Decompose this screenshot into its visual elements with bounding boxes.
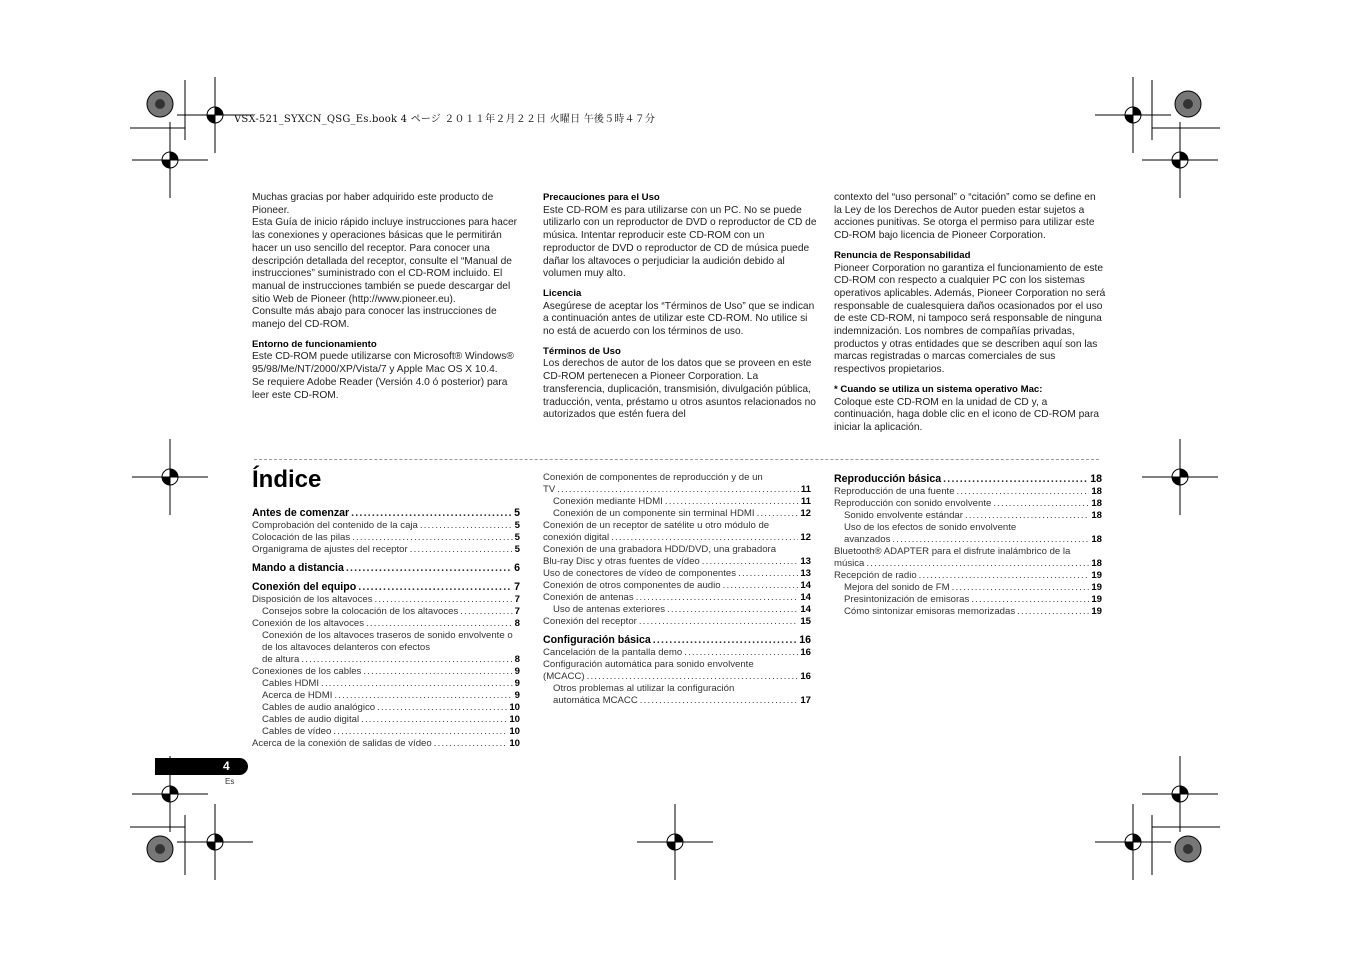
dot-leader (919, 570, 1090, 582)
toc-page-number: 12 (800, 532, 811, 543)
toc-entry-text: (MCACC) (543, 671, 585, 682)
dot-leader (352, 532, 513, 544)
toc-entry (543, 592, 811, 604)
toc-page-number: 7 (514, 594, 520, 605)
toc-entry (543, 671, 811, 683)
toc-page-number: 19 (1091, 570, 1102, 581)
toc-entry (543, 484, 811, 496)
toc-entry-text: Configuración automática para sonido envolvente (543, 659, 754, 670)
toc-page-number: 10 (509, 702, 520, 713)
print-file-header: VSX-521_SYXCN_QSG_Es.book 4 ページ ２０１１年２月２２日 火曜日 午後５時４７分 (234, 114, 656, 125)
dot-leader (943, 473, 1088, 486)
toc-entry (543, 616, 811, 628)
toc-entry (252, 702, 520, 714)
page-number: 4 (223, 759, 230, 773)
dot-leader (702, 556, 799, 568)
toc-entry (252, 678, 520, 690)
toc-heading (543, 634, 811, 647)
toc-page-number: 19 (1091, 582, 1102, 593)
toc-entry-text: Cables de audio digital (262, 714, 360, 725)
dot-leader (361, 714, 507, 726)
toc-page-number: 11 (800, 496, 811, 507)
toc-page-number: 10 (509, 726, 520, 737)
toc-entry (252, 714, 520, 726)
toc-entry (252, 532, 520, 544)
dot-leader (377, 702, 507, 714)
intro-paragraph: contexto del “uso personal” o “citación” como se define en la Ley de los Derechos de Autor pueden estar sujetos a acciones punitivas. Se otorga el permiso para utilizar este CD-ROM bajo licencia de Pioneer Corporation. (834, 192, 1096, 242)
toc-entry-text: Conexión de un componente sin terminal HDMI (553, 508, 755, 519)
dot-leader (738, 568, 798, 580)
dot-leader (757, 508, 799, 520)
toc-entry-text: Uso de antenas exteriores (553, 604, 665, 615)
toc-entry (252, 738, 520, 750)
toc-entry (252, 690, 520, 702)
toc-entry (252, 606, 520, 618)
toc-entry (834, 594, 1102, 606)
dot-leader (723, 580, 799, 592)
toc-entry-text: Uso de conectores de vídeo de componentes (543, 568, 737, 579)
toc-page-number: 18 (1091, 510, 1102, 521)
dot-leader (366, 618, 513, 630)
toc-page-number: 5 (514, 507, 520, 519)
toc-page-number: 16 (800, 647, 811, 658)
toc-entry-text: Conexión del receptor (543, 616, 637, 627)
toc-column-2 (543, 472, 811, 707)
toc-page-number: 13 (800, 556, 811, 567)
dot-leader (333, 726, 507, 738)
section-heading: Precauciones para el Uso (543, 192, 660, 203)
toc-entry (252, 726, 520, 738)
intro-column-3 (834, 192, 1106, 435)
dot-leader (971, 594, 1089, 606)
intro-paragraph: Esta Guía de inicio rápido incluye instrucciones para hacer las conexiones y operaciones básicas que le permitirán hacer un uso sencillo del receptor. Para conocer una descripción detallada del receptor, consulte el “Manual de instrucciones” suministrado con el CD-ROM incluido. El manual de instrucciones también se puede descargar del sitio Web de Pioneer (http://www.pioneer.eu). (252, 217, 518, 305)
toc-entry (834, 558, 1102, 570)
toc-entry-text: Mando a distancia (252, 562, 344, 574)
toc-column-3 (834, 473, 1102, 618)
toc-page-number: 8 (514, 618, 520, 629)
toc-page-number: 18 (1091, 486, 1102, 497)
dot-leader (636, 592, 799, 604)
toc-entry-text: Reproducción básica (834, 473, 942, 485)
toc-entry (252, 618, 520, 630)
toc-entry-text: Sonido envolvente estándar (844, 510, 963, 521)
toc-entry (834, 510, 1102, 522)
toc-heading (834, 473, 1102, 486)
toc-page-number: 9 (514, 678, 520, 689)
dashed-divider (254, 459, 1099, 460)
toc-entry-text: Disposición de los altavoces (252, 594, 373, 605)
toc-entry-text: Conexión del equipo (252, 581, 357, 593)
toc-entry-text: Cables de vídeo (262, 726, 332, 737)
toc-entry-text: Conexión de antenas (543, 592, 634, 603)
toc-entry-text: Reproducción con sonido envolvente (834, 498, 992, 509)
toc-entry-text: Presintonización de emisoras (844, 594, 970, 605)
toc-entry-text: avanzados (844, 534, 891, 545)
dot-leader (321, 678, 513, 690)
toc-entry-text: Otros problemas al utilizar la configuración (553, 683, 735, 694)
section-heading: Entorno de funcionamiento (252, 338, 377, 350)
toc-entry-text: Conexión de una grabadora HDD/DVD, una grabadora (543, 544, 777, 555)
toc-entry-text: Acerca de la conexión de salidas de vídeo (252, 738, 432, 749)
intro-paragraph: Asegúrese de aceptar los “Términos de Uso” que se indican a continuación antes de utilizar este CD-ROM. No utilice si no está de acuerdo con los términos de uso. (543, 300, 815, 338)
toc-entry-text: Configuración básica (543, 634, 651, 646)
dot-leader (640, 695, 799, 707)
toc-entry (834, 582, 1102, 594)
toc-entry-text: de altura (262, 654, 300, 665)
dot-leader (892, 534, 1089, 546)
toc-entry-text: música (834, 558, 865, 569)
page-number-badge (155, 758, 248, 775)
toc-page-number: 9 (514, 690, 520, 701)
toc-entry-text: Antes de comenzar (252, 507, 350, 519)
toc-entry-text: Mejora del sonido de FM (844, 582, 950, 593)
section-heading: * Cuando se utiliza un sistema operativo Mac: (834, 383, 1043, 395)
toc-page-number: 16 (800, 671, 811, 682)
dot-leader (866, 558, 1089, 570)
toc-entry (252, 520, 520, 532)
toc-entry (834, 570, 1102, 582)
toc-entry-text: Organigrama de ajustes del receptor (252, 544, 408, 555)
toc-page-number: 7 (514, 581, 520, 593)
dot-leader (334, 690, 512, 702)
toc-page-number: 14 (800, 580, 811, 591)
toc-entry-text: Uso de los efectos de sonido envolvente (844, 522, 1017, 533)
toc-entry-text: Conexiones de los cables (252, 666, 362, 677)
toc-entry-text: Colocación de las pilas (252, 532, 351, 543)
toc-entry-text: Cables de audio analógico (262, 702, 376, 713)
toc-page-number: 16 (799, 634, 811, 646)
toc-entry (834, 486, 1102, 498)
toc-heading (252, 562, 520, 575)
toc-page-number: 11 (800, 484, 811, 495)
toc-entry-text: conexión digital (543, 532, 610, 543)
toc-page-number: 12 (800, 508, 811, 519)
dot-leader (611, 532, 798, 544)
toc-entry (834, 534, 1102, 546)
toc-entry-text: Conexión de los altavoces (252, 618, 364, 629)
intro-paragraph: Este CD-ROM es para utilizarse con un PC. No se puede utilizarlo con un reproductor de DVD o reproductor de CD de música. Intentar reproducir este CD-ROM con un reproductor de DVD o reproductor de CD de música puede dañar los altavoces o perjudiciar la audición debido al volumen muy alto. (543, 204, 817, 280)
dot-leader (375, 594, 513, 606)
dot-leader (358, 581, 512, 594)
section-heading: Renuncia de Responsabilidad (834, 249, 971, 261)
toc-entry (543, 496, 811, 508)
toc-page-number: 14 (800, 604, 811, 615)
toc-page-number: 5 (514, 520, 520, 531)
intro-paragraph: Pioneer Corporation no garantiza el funcionamiento de este CD-ROM con respecto a cualquier PC con los sistemas operativos aplicables. Además, Pioneer Corporation no será responsable de cualesquiera daños ocasionados por el uso de este CD-ROM, ni tampoco será responsable de ninguna indemnización. Los nombres de compañías privadas, productos y otras entidades que se describen aquí son las marcas registradas o marcas comerciales de sus respectivos propietarios. (834, 262, 1106, 376)
toc-page-number: 7 (514, 606, 520, 617)
toc-entry (834, 498, 1102, 510)
toc-entry (543, 580, 811, 592)
intro-paragraph: Consulte más abajo para conocer las instrucciones de manejo del CD-ROM. (252, 306, 497, 331)
toc-entry (543, 532, 811, 544)
dot-leader (957, 486, 1090, 498)
toc-entry (543, 508, 811, 520)
section-heading: Términos de Uso (543, 345, 621, 357)
dot-leader (420, 520, 513, 532)
toc-page-number: 15 (800, 616, 811, 627)
toc-entry-text: Blu-ray Disc y otras fuentes de vídeo (543, 556, 700, 567)
dot-leader (1017, 606, 1089, 618)
dot-leader (653, 634, 797, 647)
toc-page-number: 10 (509, 738, 520, 749)
toc-entry-text: Acerca de HDMI (262, 690, 333, 701)
page-title: Índice (252, 466, 322, 493)
toc-page-number: 14 (800, 592, 811, 603)
toc-entry (252, 544, 520, 556)
toc-page-number: 17 (800, 695, 811, 706)
toc-entry-text: Conexión de otros componentes de audio (543, 580, 721, 591)
toc-entry-text: Cómo sintonizar emisoras memorizadas (844, 606, 1016, 617)
intro-paragraph: Muchas gracias por haber adquirido este producto de Pioneer. (252, 192, 494, 216)
toc-entry-text: automática MCACC (553, 695, 638, 706)
toc-entry (252, 594, 520, 606)
toc-entry (543, 604, 811, 616)
toc-entry-text: Conexión de los altavoces traseros de sonido envolvente o de los altavoces delanteros con efectos (262, 630, 513, 653)
dot-leader (301, 654, 512, 666)
section-heading: Licencia (543, 287, 582, 299)
dot-leader (684, 647, 798, 659)
intro-paragraph: Coloque este CD-ROM en la unidad de CD y, a continuación, haga doble clic en el icono de CD-ROM para iniciar la aplicación. (834, 396, 1100, 433)
toc-page-number: 18 (1090, 473, 1102, 485)
toc-entry-text: Consejos sobre la colocación de los altavoces (262, 606, 459, 617)
toc-page-number: 5 (514, 532, 520, 543)
dot-leader (965, 510, 1089, 522)
dot-leader (639, 616, 798, 628)
dot-leader (667, 604, 798, 616)
dot-leader (557, 484, 799, 496)
dot-leader (993, 498, 1089, 510)
language-code: Es (225, 777, 235, 786)
dot-leader (665, 496, 799, 508)
dot-leader (363, 666, 512, 678)
toc-page-number: 18 (1091, 558, 1102, 569)
toc-entry-text: Recepción de radio (834, 570, 917, 581)
toc-entry (543, 556, 811, 568)
toc-page-number: 10 (509, 714, 520, 725)
dot-leader (410, 544, 513, 556)
toc-page-number: 19 (1091, 606, 1102, 617)
toc-page-number: 9 (514, 666, 520, 677)
dot-leader (346, 562, 512, 575)
toc-entry-text: Comprobación del contenido de la caja (252, 520, 418, 531)
toc-entry-text: Cancelación de la pantalla demo (543, 647, 683, 658)
toc-page-number: 18 (1091, 498, 1102, 509)
toc-entry (543, 568, 811, 580)
dot-leader (351, 507, 512, 520)
toc-entry-text: Bluetooth® ADAPTER para el disfrute inalámbrico de la (834, 546, 1071, 557)
toc-entry (543, 647, 811, 659)
dot-leader (434, 738, 508, 750)
intro-column-2 (543, 192, 818, 422)
dot-leader (952, 582, 1090, 594)
toc-column-1 (252, 507, 520, 750)
toc-entry-text: Conexión de componentes de reproducción y de un (543, 472, 763, 483)
toc-page-number: 5 (514, 544, 520, 555)
toc-entry-text: TV (543, 484, 556, 495)
toc-entry-text: Reproducción de una fuente (834, 486, 955, 497)
intro-paragraph: Este CD-ROM puede utilizarse con Microsoft® Windows® 95/98/Me/NT/2000/XP/Vista/7 y Apple Mac OS X 10.4. (252, 351, 514, 376)
intro-paragraph: Se requiere Adobe Reader (Versión 4.0 ó posterior) para leer este CD-ROM. (252, 376, 508, 401)
toc-page-number: 8 (514, 654, 520, 665)
toc-page-number: 13 (800, 568, 811, 579)
dot-leader (587, 671, 799, 683)
toc-entry-text: Conexión mediante HDMI (553, 496, 663, 507)
intro-column-1 (252, 192, 524, 402)
toc-entry-text: Cables HDMI (262, 678, 320, 689)
toc-entry (252, 654, 520, 666)
toc-entry (252, 666, 520, 678)
dot-leader (460, 606, 512, 618)
intro-paragraph: Los derechos de autor de los datos que se proveen en este CD-ROM pertenecen a Pioneer Corporation. La transferencia, duplicación, transmisión, divulgación pública, traducción, venta, préstamo u otros asuntos relacionados no autorizados que estén fuera del (543, 358, 816, 421)
toc-entry (543, 695, 811, 707)
toc-heading (252, 507, 520, 520)
toc-page-number: 6 (514, 562, 520, 574)
toc-entry-text: Conexión de un receptor de satélite u otro módulo de (543, 520, 770, 531)
toc-page-number: 18 (1091, 534, 1102, 545)
toc-page-number: 19 (1091, 594, 1102, 605)
toc-entry (834, 606, 1102, 618)
toc-heading (252, 581, 520, 594)
